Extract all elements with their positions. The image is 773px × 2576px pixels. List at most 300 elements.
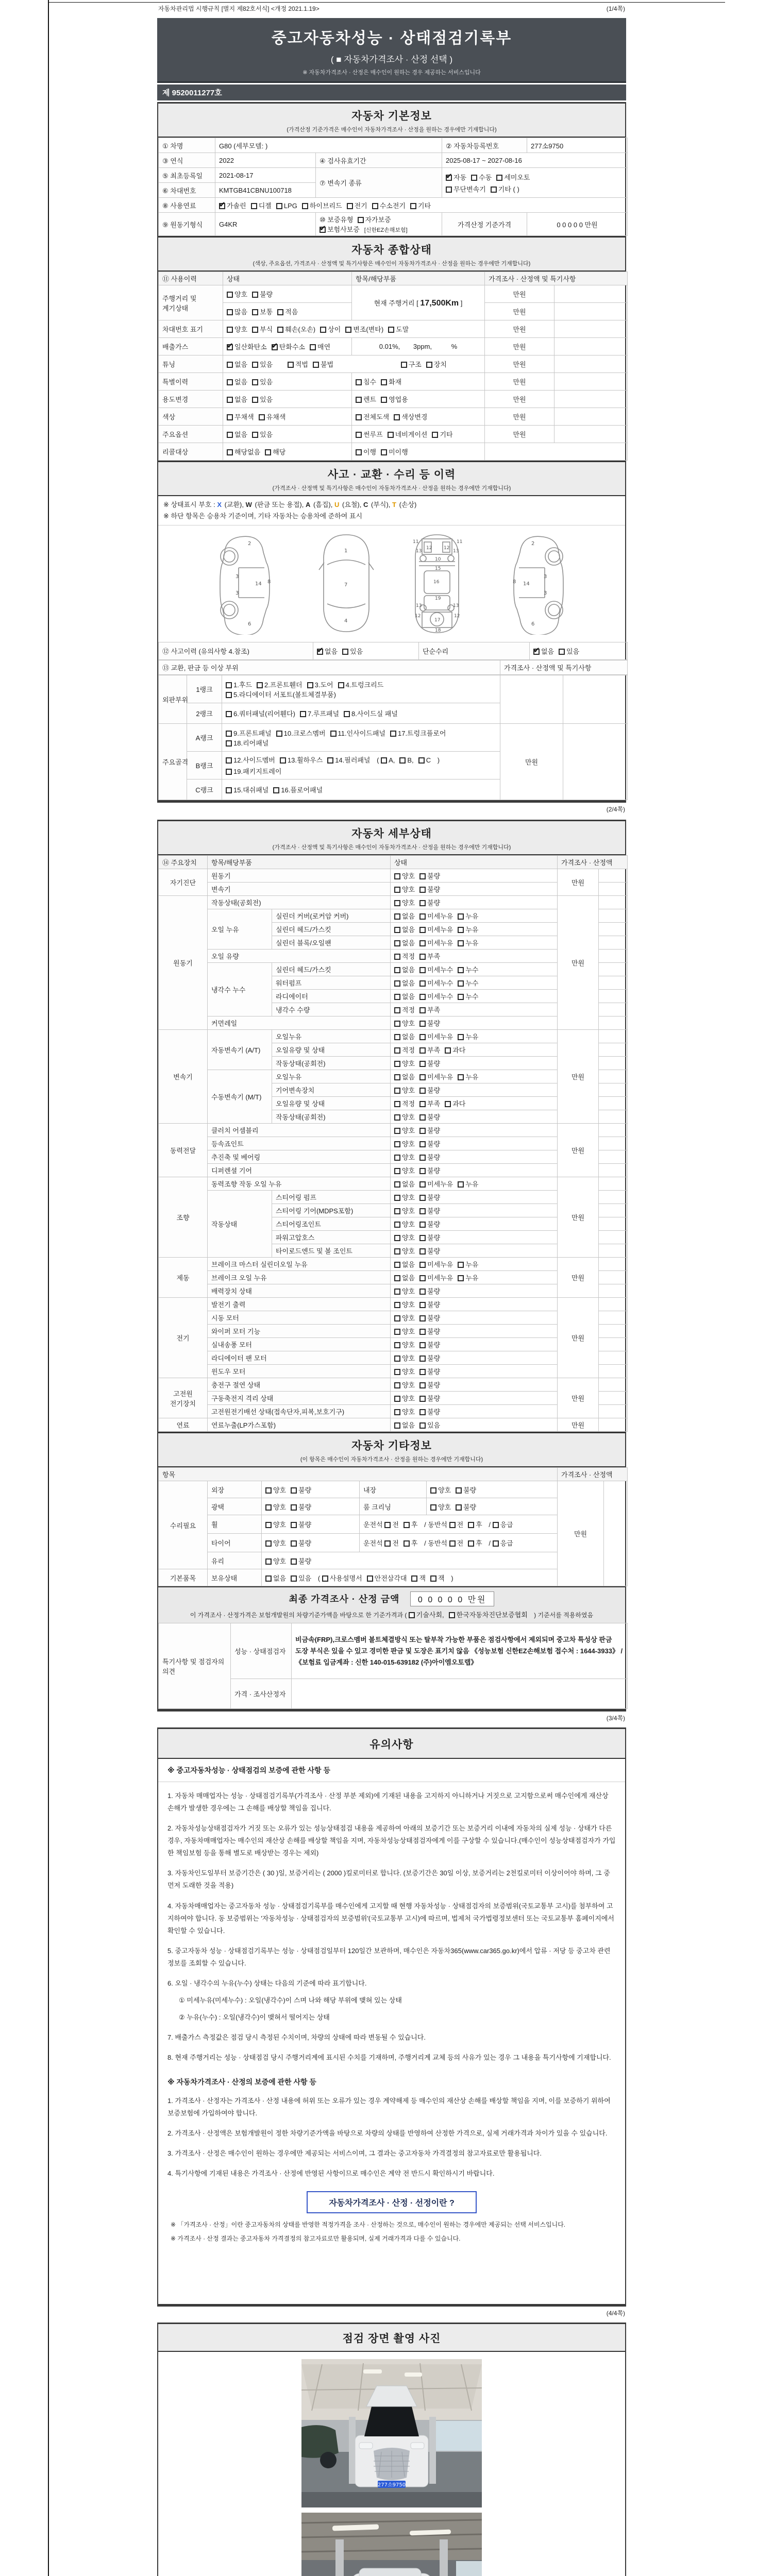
checkbox-icon[interactable]: [419, 1128, 426, 1134]
checkbox-icon[interactable]: [394, 1289, 400, 1295]
checkbox-icon[interactable]: [419, 1382, 426, 1388]
checkbox-icon[interactable]: [280, 757, 286, 764]
checkbox-icon[interactable]: [342, 649, 348, 655]
checkbox-icon[interactable]: [419, 1101, 426, 1107]
checkbox-icon[interactable]: [419, 1114, 426, 1121]
checkbox-option[interactable]: [307, 680, 333, 689]
checkbox-icon[interactable]: [227, 432, 233, 438]
checkbox-icon[interactable]: [456, 1504, 462, 1511]
checkbox-option[interactable]: [458, 924, 478, 934]
checkbox-icon[interactable]: [394, 1302, 400, 1308]
checkbox-option[interactable]: [419, 1058, 440, 1068]
checkbox-option[interactable]: [356, 429, 383, 439]
checkbox-icon[interactable]: [419, 1235, 426, 1241]
checkbox-icon[interactable]: [394, 1181, 400, 1188]
checkbox-option[interactable]: [468, 1538, 482, 1548]
checkbox-option[interactable]: [394, 1406, 415, 1416]
checkbox-option[interactable]: [458, 1031, 478, 1041]
checkbox-icon[interactable]: [432, 432, 438, 438]
checkbox-option[interactable]: [322, 1573, 362, 1583]
checkbox-option[interactable]: [302, 200, 342, 210]
checkbox-icon[interactable]: [252, 292, 258, 298]
checkbox-option[interactable]: [342, 646, 363, 656]
checkbox-icon[interactable]: [430, 1487, 436, 1494]
checkbox-option[interactable]: [419, 1139, 440, 1148]
checkbox-option[interactable]: [394, 1326, 415, 1336]
checkbox-option[interactable]: [291, 1538, 311, 1548]
checkbox-option[interactable]: [273, 785, 323, 794]
checkbox-icon[interactable]: [291, 1540, 297, 1547]
checkbox-option[interactable]: [419, 1018, 440, 1028]
checkbox-icon[interactable]: [394, 887, 400, 893]
checkbox-icon[interactable]: [394, 1342, 400, 1348]
checkbox-icon[interactable]: [394, 1034, 400, 1040]
checkbox-icon[interactable]: [277, 309, 283, 315]
checkbox-option[interactable]: [226, 689, 336, 699]
checkbox-option[interactable]: [227, 429, 247, 439]
checkbox-icon[interactable]: [456, 1487, 462, 1494]
checkbox-icon[interactable]: [277, 327, 283, 333]
checkbox-option[interactable]: [291, 1573, 311, 1583]
checkbox-option[interactable]: [419, 1326, 440, 1336]
checkbox-option[interactable]: [401, 359, 422, 369]
checkbox-icon[interactable]: [358, 217, 364, 223]
checkbox-option[interactable]: [388, 324, 409, 334]
checkbox-icon[interactable]: [276, 731, 282, 737]
checkbox-option[interactable]: [394, 884, 415, 894]
checkbox-option[interactable]: [227, 377, 247, 386]
checkbox-icon[interactable]: [227, 414, 233, 420]
checkbox-option[interactable]: [419, 951, 440, 961]
checkbox-icon[interactable]: [394, 940, 400, 946]
checkbox-icon[interactable]: [394, 1382, 400, 1388]
checkbox-icon[interactable]: [426, 362, 432, 368]
checkbox-checked-icon[interactable]: [227, 344, 233, 350]
checkbox-icon[interactable]: [226, 757, 232, 764]
checkbox-option[interactable]: [394, 1219, 415, 1229]
checkbox-icon[interactable]: [419, 1302, 426, 1308]
checkbox-icon[interactable]: [458, 1275, 464, 1281]
checkbox-option[interactable]: [394, 1286, 415, 1296]
checkbox-icon[interactable]: [338, 682, 344, 688]
checkbox-option[interactable]: [227, 447, 260, 456]
checkbox-option[interactable]: [449, 1519, 464, 1529]
checkbox-option[interactable]: [458, 938, 478, 947]
checkbox-option[interactable]: [458, 1072, 478, 1081]
checkbox-option[interactable]: [419, 1420, 440, 1430]
checkbox-option[interactable]: [381, 447, 408, 456]
checkbox-option[interactable]: [394, 1313, 415, 1323]
checkbox-option[interactable]: [288, 359, 308, 369]
checkbox-icon[interactable]: [226, 769, 232, 775]
checkbox-option[interactable]: [419, 1125, 440, 1135]
checkbox-icon[interactable]: [265, 1558, 272, 1565]
checkbox-option[interactable]: [419, 991, 453, 1001]
checkbox-option[interactable]: [419, 1406, 440, 1416]
checkbox-option[interactable]: [419, 1299, 440, 1309]
checkbox-icon[interactable]: [419, 1047, 426, 1054]
checkbox-option[interactable]: [226, 755, 275, 765]
checkbox-option[interactable]: [390, 728, 446, 738]
checkbox-option[interactable]: [367, 1573, 407, 1583]
checkbox-option[interactable]: [227, 394, 247, 404]
checkbox-option[interactable]: [384, 1538, 399, 1548]
checkbox-icon[interactable]: [419, 1422, 426, 1429]
checkbox-option[interactable]: [394, 871, 415, 880]
checkbox-option[interactable]: [300, 708, 339, 718]
checkbox-option[interactable]: [419, 1232, 440, 1242]
checkbox-option[interactable]: [394, 991, 415, 1001]
checkbox-option[interactable]: [419, 1219, 440, 1229]
checkbox-icon[interactable]: [419, 1088, 426, 1094]
checkbox-option[interactable]: [394, 1299, 415, 1309]
checkbox-option[interactable]: [344, 708, 398, 718]
checkbox-option[interactable]: [252, 377, 273, 386]
checkbox-icon[interactable]: [419, 1007, 426, 1013]
checkbox-option[interactable]: [394, 1005, 415, 1014]
checkbox-option[interactable]: [226, 708, 295, 718]
checkbox-icon[interactable]: [419, 994, 426, 1000]
checkbox-icon[interactable]: [227, 449, 233, 455]
checkbox-icon[interactable]: [356, 379, 362, 385]
checkbox-icon[interactable]: [394, 1088, 400, 1094]
checkbox-option[interactable]: [419, 1206, 440, 1215]
checkbox-icon[interactable]: [394, 1155, 400, 1161]
checkbox-option[interactable]: [394, 1380, 415, 1389]
checkbox-option[interactable]: [276, 728, 326, 738]
checkbox-option[interactable]: [449, 1609, 528, 1619]
checkbox-option[interactable]: [372, 200, 406, 210]
checkbox-icon[interactable]: [418, 757, 425, 764]
checkbox-option[interactable]: [265, 447, 285, 456]
checkbox-icon[interactable]: [356, 414, 362, 420]
checkbox-option[interactable]: [356, 447, 376, 456]
checkbox-icon[interactable]: [259, 414, 265, 420]
checkbox-option[interactable]: [456, 1485, 476, 1495]
checkbox-icon[interactable]: [419, 1275, 426, 1281]
checkbox-option[interactable]: [277, 324, 315, 334]
checkbox-icon[interactable]: [445, 1047, 451, 1054]
checkbox-icon[interactable]: [419, 1208, 426, 1214]
checkbox-option[interactable]: [419, 1165, 440, 1175]
checkbox-option[interactable]: [317, 646, 338, 656]
checkbox-icon[interactable]: [347, 203, 353, 209]
checkbox-option[interactable]: [272, 342, 305, 351]
checkbox-option[interactable]: [327, 755, 370, 765]
checkbox-icon[interactable]: [419, 913, 426, 920]
checkbox-icon[interactable]: [419, 1181, 426, 1188]
checkbox-icon[interactable]: [394, 873, 400, 879]
checkbox-option[interactable]: [432, 429, 452, 439]
checkbox-icon[interactable]: [419, 1409, 426, 1415]
checkbox-option[interactable]: [381, 377, 401, 386]
checkbox-icon[interactable]: [327, 757, 333, 764]
checkbox-option[interactable]: [409, 1609, 444, 1619]
checkbox-option[interactable]: [394, 951, 415, 961]
checkbox-icon[interactable]: [404, 1522, 410, 1528]
checkbox-option[interactable]: [496, 172, 530, 182]
checkbox-checked-icon[interactable]: [272, 344, 278, 350]
checkbox-option[interactable]: [276, 202, 297, 210]
checkbox-icon[interactable]: [410, 203, 416, 209]
checkbox-icon[interactable]: [252, 432, 258, 438]
checkbox-icon[interactable]: [419, 1329, 426, 1335]
checkbox-icon[interactable]: [409, 1612, 415, 1618]
checkbox-option[interactable]: [252, 359, 273, 369]
checkbox-icon[interactable]: [491, 187, 497, 193]
checkbox-option[interactable]: [410, 200, 431, 210]
checkbox-option[interactable]: [419, 1380, 440, 1389]
checkbox-option[interactable]: [313, 359, 333, 369]
checkbox-option[interactable]: [394, 1192, 415, 1202]
checkbox-option[interactable]: [468, 1519, 482, 1529]
checkbox-icon[interactable]: [227, 309, 233, 315]
checkbox-checked-icon[interactable]: [219, 203, 225, 209]
checkbox-option[interactable]: [419, 871, 440, 880]
checkbox-option[interactable]: [394, 924, 415, 934]
checkbox-option[interactable]: [430, 1485, 451, 1495]
checkbox-option[interactable]: [265, 1573, 286, 1583]
checkbox-icon[interactable]: [394, 1422, 400, 1429]
checkbox-option[interactable]: [404, 1519, 418, 1529]
checkbox-option[interactable]: [226, 766, 281, 776]
checkbox-icon[interactable]: [471, 175, 477, 181]
checkbox-option[interactable]: [533, 646, 554, 656]
checkbox-icon[interactable]: [458, 1074, 464, 1080]
checkbox-option[interactable]: [227, 289, 247, 299]
checkbox-icon[interactable]: [372, 203, 378, 209]
checkbox-option[interactable]: [226, 738, 268, 748]
checkbox-option[interactable]: [227, 307, 247, 316]
checkbox-icon[interactable]: [388, 432, 394, 438]
checkbox-icon[interactable]: [252, 379, 258, 385]
checkbox-option[interactable]: [252, 394, 273, 404]
checkbox-option[interactable]: [449, 1538, 464, 1548]
checkbox-icon[interactable]: [276, 203, 282, 209]
checkbox-option[interactable]: [345, 324, 383, 334]
checkbox-option[interactable]: [394, 1246, 415, 1256]
checkbox-icon[interactable]: [394, 1061, 400, 1067]
checkbox-option[interactable]: [458, 964, 478, 974]
checkbox-option[interactable]: [419, 884, 440, 894]
checkbox-option[interactable]: [265, 1502, 286, 1512]
checkbox-option[interactable]: [394, 1058, 415, 1068]
checkbox-icon[interactable]: [367, 1575, 373, 1582]
checkbox-icon[interactable]: [394, 1262, 400, 1268]
checkbox-option[interactable]: [394, 1273, 415, 1282]
checkbox-icon[interactable]: [356, 397, 362, 403]
checkbox-option[interactable]: [394, 938, 415, 947]
checkbox-icon[interactable]: [419, 873, 426, 879]
checkbox-option[interactable]: [394, 1098, 415, 1108]
checkbox-icon[interactable]: [458, 967, 464, 973]
checkbox-option[interactable]: [384, 1519, 399, 1529]
checkbox-option[interactable]: [419, 1286, 440, 1296]
checkbox-option[interactable]: [252, 324, 273, 334]
checkbox-option[interactable]: [291, 1485, 311, 1495]
checkbox-option[interactable]: [257, 680, 303, 689]
checkbox-icon[interactable]: [394, 1101, 400, 1107]
checkbox-icon[interactable]: [394, 1396, 400, 1402]
checkbox-option[interactable]: [458, 991, 478, 1001]
checkbox-icon[interactable]: [458, 1262, 464, 1268]
checkbox-icon[interactable]: [394, 1195, 400, 1201]
checkbox-option[interactable]: [491, 184, 519, 194]
checkbox-option[interactable]: [559, 646, 579, 656]
checkbox-icon[interactable]: [226, 692, 232, 698]
checkbox-icon[interactable]: [265, 1540, 272, 1547]
checkbox-option[interactable]: [259, 412, 286, 421]
checkbox-icon[interactable]: [559, 649, 565, 655]
checkbox-icon[interactable]: [449, 1612, 455, 1618]
checkbox-option[interactable]: [458, 1259, 478, 1269]
checkbox-icon[interactable]: [227, 362, 233, 368]
checkbox-icon[interactable]: [394, 994, 400, 1000]
checkbox-option[interactable]: [419, 1112, 440, 1122]
checkbox-icon[interactable]: [419, 954, 426, 960]
checkbox-option[interactable]: [419, 938, 453, 947]
checkbox-option[interactable]: [394, 1232, 415, 1242]
checkbox-icon[interactable]: [313, 362, 319, 368]
checkbox-option[interactable]: [265, 1519, 286, 1529]
checkbox-icon[interactable]: [458, 980, 464, 987]
checkbox-icon[interactable]: [273, 787, 279, 793]
checkbox-option[interactable]: [419, 924, 453, 934]
checkbox-icon[interactable]: [252, 397, 258, 403]
checkbox-icon[interactable]: [419, 1195, 426, 1201]
checkbox-icon[interactable]: [226, 711, 232, 717]
checkbox-option[interactable]: [394, 1179, 415, 1189]
checkbox-icon[interactable]: [394, 1141, 400, 1147]
checkbox-option[interactable]: [394, 1085, 415, 1095]
checkbox-icon[interactable]: [251, 203, 257, 209]
checkbox-icon[interactable]: [458, 940, 464, 946]
checkbox-icon[interactable]: [257, 682, 263, 688]
checkbox-icon[interactable]: [430, 1504, 436, 1511]
checkbox-icon[interactable]: [394, 1369, 400, 1375]
checkbox-option[interactable]: [280, 755, 323, 765]
checkbox-icon[interactable]: [458, 1181, 464, 1188]
checkbox-option[interactable]: [419, 1366, 440, 1376]
checkbox-icon[interactable]: [419, 1141, 426, 1147]
checkbox-icon[interactable]: [227, 397, 233, 403]
checkbox-option[interactable]: [426, 359, 447, 369]
checkbox-icon[interactable]: [388, 327, 394, 333]
checkbox-icon[interactable]: [419, 1315, 426, 1321]
checkbox-icon[interactable]: [300, 711, 306, 717]
checkbox-icon[interactable]: [419, 1369, 426, 1375]
checkbox-icon[interactable]: [419, 1342, 426, 1348]
checkbox-option[interactable]: [219, 200, 246, 210]
checkbox-option[interactable]: [456, 1502, 476, 1512]
checkbox-icon[interactable]: [265, 1522, 272, 1528]
checkbox-option[interactable]: [394, 911, 415, 921]
checkbox-icon[interactable]: [419, 1355, 426, 1362]
checkbox-icon[interactable]: [419, 1155, 426, 1161]
checkbox-icon[interactable]: [226, 787, 232, 793]
checkbox-icon[interactable]: [394, 954, 400, 960]
checkbox-option[interactable]: [419, 1072, 453, 1081]
checkbox-icon[interactable]: [265, 1487, 272, 1494]
checkbox-icon[interactable]: [394, 1315, 400, 1321]
checkbox-option[interactable]: [320, 324, 341, 334]
checkbox-option[interactable]: [394, 1206, 415, 1215]
checkbox-option[interactable]: [458, 1179, 478, 1189]
checkbox-option[interactable]: [394, 1393, 415, 1403]
checkbox-option[interactable]: [419, 1045, 440, 1055]
checkbox-option[interactable]: [446, 172, 466, 182]
checkbox-icon[interactable]: [394, 927, 400, 933]
checkbox-option[interactable]: [265, 1538, 286, 1548]
checkbox-option[interactable]: [394, 1018, 415, 1028]
checkbox-icon[interactable]: [381, 379, 387, 385]
checkbox-option[interactable]: [277, 307, 298, 316]
checkbox-option[interactable]: [310, 342, 330, 351]
checkbox-icon[interactable]: [394, 1128, 400, 1134]
checkbox-icon[interactable]: [404, 1540, 410, 1547]
checkbox-option[interactable]: [394, 978, 415, 988]
checkbox-icon[interactable]: [419, 1034, 426, 1040]
checkbox-option[interactable]: [252, 289, 273, 299]
checkbox-icon[interactable]: [265, 449, 271, 455]
checkbox-option[interactable]: [394, 1353, 415, 1363]
checkbox-icon[interactable]: [419, 1248, 426, 1255]
checkbox-option[interactable]: [419, 1313, 440, 1323]
checkbox-icon[interactable]: [493, 1540, 499, 1547]
checkbox-icon[interactable]: [419, 1168, 426, 1174]
checkbox-option[interactable]: [419, 1152, 440, 1162]
checkbox-checked-icon[interactable]: [446, 175, 452, 181]
checkbox-icon[interactable]: [394, 913, 400, 920]
checkbox-option[interactable]: [394, 1340, 415, 1349]
checkbox-option[interactable]: [399, 756, 413, 764]
checkbox-icon[interactable]: [394, 1047, 400, 1054]
checkbox-icon[interactable]: [401, 362, 407, 368]
checkbox-option[interactable]: [418, 756, 431, 764]
checkbox-option[interactable]: [430, 1573, 445, 1583]
checkbox-icon[interactable]: [394, 1208, 400, 1214]
checkbox-icon[interactable]: [419, 1061, 426, 1067]
checkbox-icon[interactable]: [291, 1504, 297, 1511]
checkbox-option[interactable]: [291, 1556, 311, 1566]
checkbox-option[interactable]: [419, 911, 453, 921]
checkbox-option[interactable]: [252, 429, 273, 439]
checkbox-icon[interactable]: [356, 449, 362, 455]
checkbox-icon[interactable]: [310, 344, 316, 350]
checkbox-option[interactable]: [419, 964, 453, 974]
checkbox-icon[interactable]: [288, 362, 294, 368]
checkbox-option[interactable]: [394, 1112, 415, 1122]
checkbox-option[interactable]: [471, 172, 492, 182]
checkbox-icon[interactable]: [394, 1168, 400, 1174]
checkbox-icon[interactable]: [394, 414, 400, 420]
checkbox-option[interactable]: [394, 1420, 415, 1430]
checkbox-icon[interactable]: [458, 913, 464, 920]
checkbox-icon[interactable]: [307, 682, 313, 688]
checkbox-icon[interactable]: [302, 203, 308, 209]
checkbox-option[interactable]: [291, 1502, 311, 1512]
checkbox-option[interactable]: [419, 978, 453, 988]
checkbox-icon[interactable]: [419, 1222, 426, 1228]
checkbox-icon[interactable]: [419, 1074, 426, 1080]
checkbox-icon[interactable]: [322, 1575, 328, 1582]
checkbox-icon[interactable]: [419, 980, 426, 987]
checkbox-checked-icon[interactable]: [533, 649, 540, 655]
checkbox-icon[interactable]: [419, 900, 426, 906]
checkbox-option[interactable]: [419, 1246, 440, 1256]
checkbox-checked-icon[interactable]: [317, 649, 323, 655]
checkbox-icon[interactable]: [320, 327, 326, 333]
